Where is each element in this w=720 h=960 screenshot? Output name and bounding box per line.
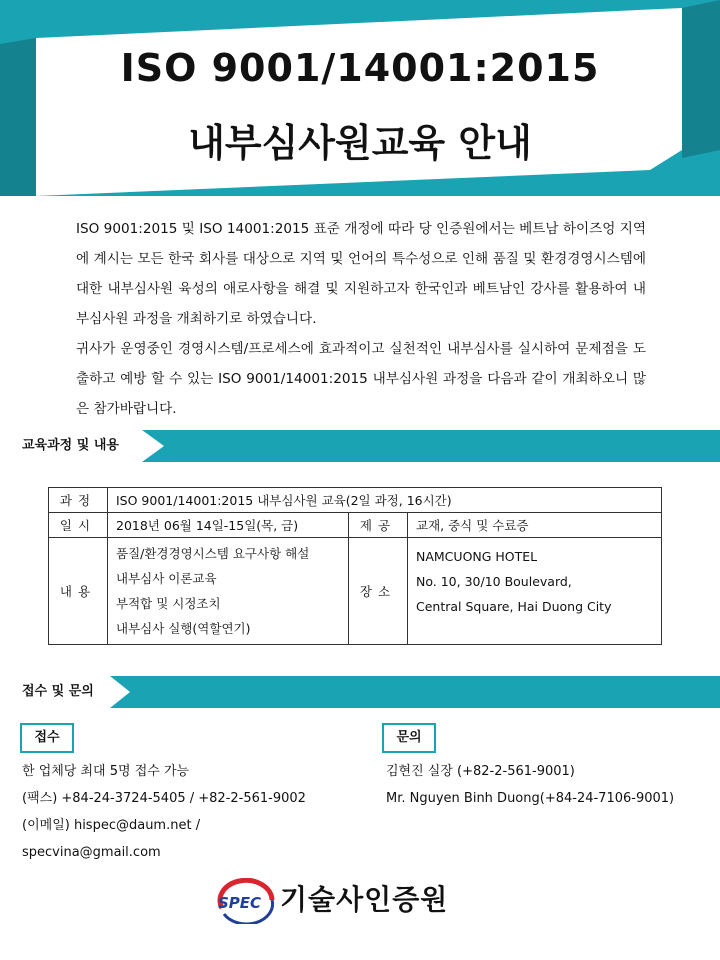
contact-section-bar: [0, 676, 720, 708]
org-logo: [214, 876, 474, 926]
reception-label: 접수: [20, 723, 74, 753]
inquiry-line: Mr. Nguyen Binh Duong(+84-24-7106-9001): [386, 791, 675, 806]
place-label: 장소: [349, 538, 408, 645]
table-row: [49, 513, 662, 538]
content-label: 내용: [49, 538, 108, 645]
intro-text: [76, 214, 646, 424]
date-value: 2018년 06월 14일-15일(목, 금): [108, 513, 349, 538]
reception-line: (팩스) +84-24-3724-5405 / +82-2-561-9002: [22, 791, 306, 806]
provide-value: 교재, 중식 및 수료증: [408, 513, 662, 538]
intro-paragraph-1: ISO 9001:2015 및 ISO 14001:2015 표준 개정에 따라 당 인증원에서는 베트남 하이즈엉 지역에 계시는 모든 한국 회사를 대상으로 지역 및 언어의 특수성으로 인해 품질 및 환경경영시스템에 대한 내부심사원 육성의 애로사항을 해결 및 지원하고자 한국인과 베트남인 강사를 활용하여 내부심사원 과정을 개최하기로 하였습니다.: [76, 221, 646, 327]
header-banner: [0, 0, 720, 196]
course-label: 과정: [49, 488, 108, 513]
reception-line: specvina@gmail.com: [22, 845, 161, 860]
course-value: ISO 9001/14001:2015 내부심사원 교육(2일 과정, 16시간): [108, 488, 662, 513]
place-line: NAMCUONG HOTEL: [416, 549, 538, 564]
contact-section-title: 접수 및 문의: [22, 684, 94, 699]
date-label: 일시: [49, 513, 108, 538]
place-value: [408, 538, 662, 645]
reception-line: (이메일) hispec@daum.net /: [22, 818, 201, 833]
page-title-line2: 내부심사원교육 안내: [188, 121, 532, 165]
inquiry-line: 김현진 실장 (+82-2-561-9001): [386, 764, 575, 779]
logo-mark: SPEC: [218, 894, 262, 912]
list-item: 내부심사 이론교육: [116, 571, 217, 586]
course-table: [48, 487, 662, 645]
content-list: [108, 538, 349, 645]
org-name: 기술사인증원: [280, 883, 449, 916]
course-section-bar: [0, 430, 720, 462]
table-row: [49, 488, 662, 513]
list-item: 부적합 및 시정조치: [116, 596, 221, 611]
page-title-line1: ISO 9001/14001:2015: [120, 46, 600, 90]
course-section-title: 교육과정 및 내용: [22, 438, 119, 453]
reception-info: [22, 758, 306, 866]
table-row: [49, 538, 662, 645]
list-item: 내부심사 실행(역할연기): [116, 621, 251, 636]
place-line: Central Square, Hai Duong City: [416, 599, 612, 614]
provide-label: 제공: [349, 513, 408, 538]
inquiry-info: [386, 758, 674, 812]
intro-paragraph-2: 귀사가 운영중인 경영시스템/프로세스에 효과적이고 실천적인 내부심사를 실시하여 문제점을 도출하고 예방 할 수 있는 ISO 9001/14001:2015 내부심사원 과정을 다음과 같이 개최하오니 많은 참가바랍니다.: [76, 341, 646, 417]
inquiry-label: 문의: [382, 723, 436, 753]
list-item: 품질/환경경영시스템 요구사항 해설: [116, 546, 310, 561]
place-line: No. 10, 30/10 Boulevard,: [416, 574, 572, 589]
spec-logo-icon: [214, 878, 278, 924]
reception-line: 한 업체당 최대 5명 접수 가능: [22, 764, 190, 779]
